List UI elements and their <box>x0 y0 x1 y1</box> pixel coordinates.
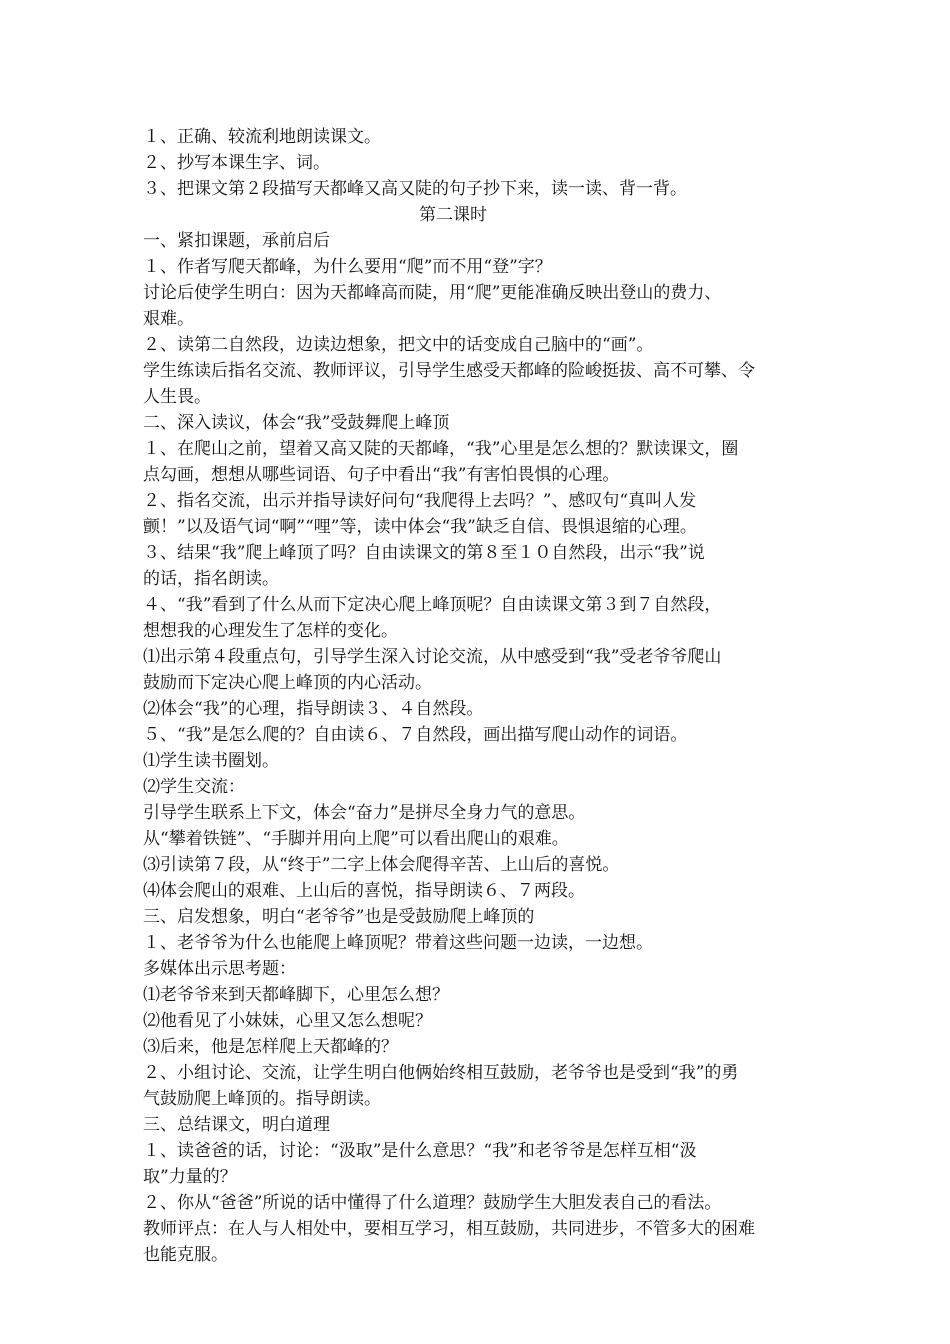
document-body <box>143 124 823 1268</box>
text-line: ３、结果“我”爬上峰顶了吗？自由读课文的第８至１０自然段，出示“我”说 <box>143 543 705 563</box>
text-line: 气鼓励爬上峰顶的。指导朗读。 <box>143 1089 381 1109</box>
text-line: ⑵体会“我”的心理，指导朗读３、４自然段。 <box>143 699 484 719</box>
text-line: ３、把课文第２段描写天都峰又高又陡的句子抄下来，读一读、背一背。 <box>143 179 687 199</box>
text-line: 引导学生联系上下文，体会“奋力”是拼尽全身力气的意思。 <box>143 803 586 823</box>
text-line: ２、读第二自然段，边读边想象，把文中的话变成自己脑中的“画”。 <box>143 335 654 355</box>
text-line: 想想我的心理发生了怎样的变化。 <box>143 621 398 641</box>
text-line: ⑴老爷爷来到天都峰脚下，心里怎么想？ <box>143 985 449 1005</box>
text-line: ２、指名交流，出示并指导读好问句“我爬得上去吗？”、感叹句“真叫人发 <box>143 491 697 511</box>
text-line: ⑵学生交流： <box>143 777 245 797</box>
text-line: 的话，指名朗读。 <box>143 569 279 589</box>
text-line: 艰难。 <box>143 309 194 329</box>
text-line: ⑴出示第４段重点句，引导学生深入讨论交流，从中感受到“我”受老爷爷爬山 <box>143 647 722 667</box>
text-line: 取”力量的？ <box>143 1167 237 1187</box>
text-line: 学生练读后指名交流、教师评议，引导学生感受天都峰的险峻挺拔、高不可攀、令 <box>143 361 755 381</box>
text-line: ⑶引读第７段，从“终于”二字上体会爬得辛苦、上山后的喜悦。 <box>143 855 620 875</box>
section-title: 三、启发想象，明白“老爷爷”也是受鼓励爬上峰顶的 <box>143 907 535 927</box>
text-line: 多媒体出示思考题： <box>143 959 296 979</box>
section-title: 二、深入读议，体会“我”受鼓舞爬上峰顶 <box>143 413 450 433</box>
section-title: 一、紧扣课题，承前启后 <box>143 231 330 251</box>
text-line: ２、你从“爸爸”所说的话中懂得了什么道理？鼓励学生大胆发表自己的看法。 <box>143 1193 722 1213</box>
text-line: 人生畏。 <box>143 387 211 407</box>
text-line: 讨论后使学生明白：因为天都峰高而陡，用“爬”更能准确反映出登山的费力、 <box>143 283 722 303</box>
text-line: 鼓励而下定决心爬上峰顶的内心活动。 <box>143 673 432 693</box>
text-line: ⑴学生读书圈划。 <box>143 751 279 771</box>
text-line: 点勾画，想想从哪些词语、句子中看出“我”有害怕畏惧的心理。 <box>143 465 620 485</box>
section-heading: 第二课时 <box>419 205 487 225</box>
section-title: 三、总结课文，明白道理 <box>143 1115 330 1135</box>
text-line: 颤！”以及语气词“啊”“哩”等，读中体会“我”缺乏自信、畏惧退缩的心理。 <box>143 517 697 537</box>
text-line: １、在爬山之前，望着又高又陡的天都峰，“我”心里是怎么想的？默读课文，圈 <box>143 439 739 459</box>
text-line: ⑵他看见了小妹妹，心里又怎么想呢？ <box>143 1011 432 1031</box>
text-line: １、作者写爬天都峰，为什么要用“爬”而不用“登”字？ <box>143 257 552 277</box>
text-line: ５、“我”是怎么爬的？自由读６、７自然段，画出描写爬山动作的词语。 <box>143 725 688 745</box>
text-line: １、正确、较流利地朗读课文。 <box>143 127 381 147</box>
text-line: 从“攀着铁链”、“手脚并用向上爬”可以看出爬山的艰难。 <box>143 829 569 849</box>
text-line: ２、抄写本课生字、词。 <box>143 153 330 173</box>
text-line: ⑷体会爬山的艰难、上山后的喜悦，指导朗读６、７两段。 <box>143 881 585 901</box>
text-line: ⑶后来，他是怎样爬上天都峰的？ <box>143 1037 398 1057</box>
text-line: １、读爸爸的话，讨论：“汲取”是什么意思？“我”和老爷爷是怎样互相“汲 <box>143 1141 697 1161</box>
text-line: １、老爷爷为什么也能爬上峰顶呢？带着这些问题一边读，一边想。 <box>143 933 653 953</box>
text-line: 教师评点：在人与人相处中，要相互学习，相互鼓励，共同进步，不管多大的困难 <box>143 1219 755 1239</box>
text-line: ２、小组讨论、交流，让学生明白他俩始终相互鼓励，老爷爷也是受到“我”的勇 <box>143 1063 739 1083</box>
text-line: 也能克服。 <box>143 1245 228 1265</box>
text-line: ４、“我”看到了什么从而下定决心爬上峰顶呢？自由读课文第３到７自然段， <box>143 595 722 615</box>
